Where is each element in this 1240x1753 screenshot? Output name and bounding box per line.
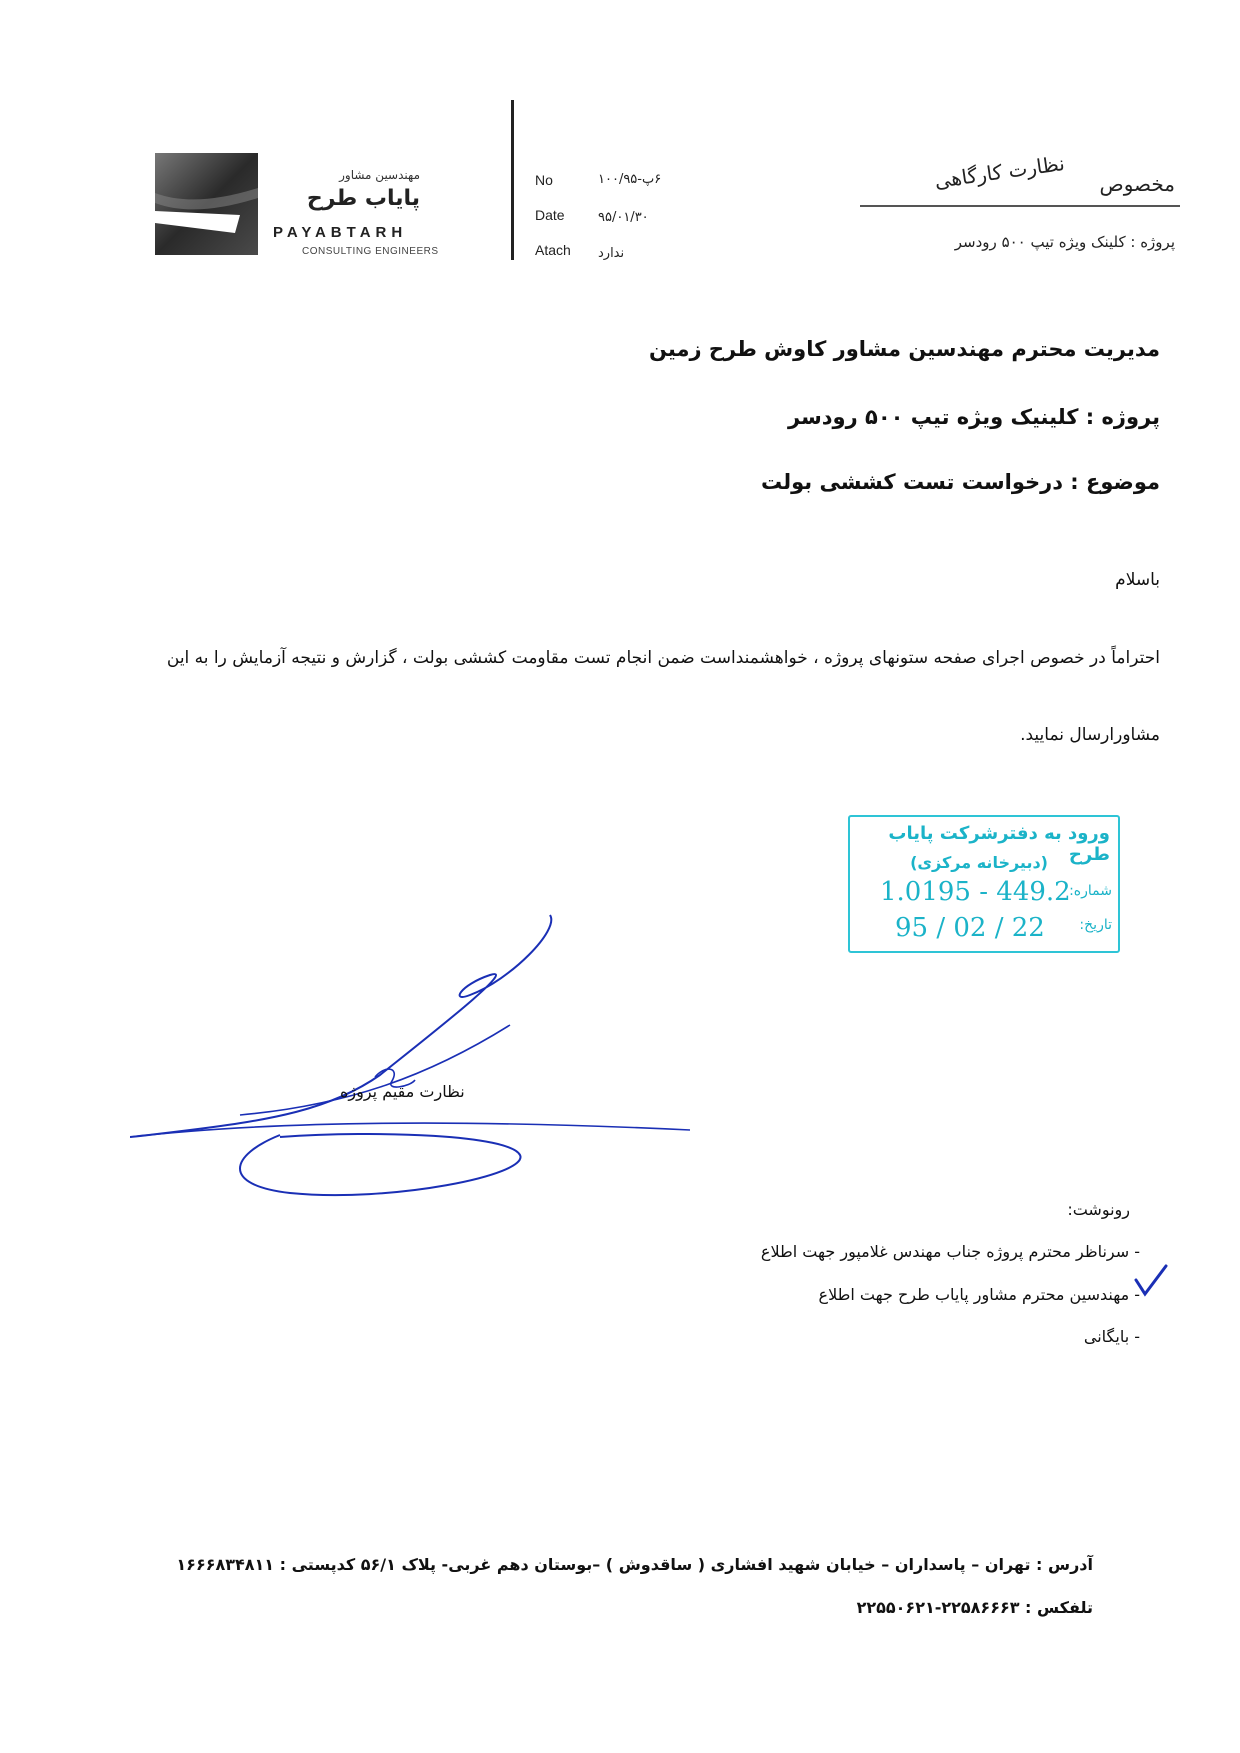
special-handwritten: نظارت کارگاهی <box>932 150 1067 194</box>
meta-no-label: No <box>535 172 553 188</box>
stamp-date: 95 / 02 / 22 <box>895 913 1045 943</box>
greeting: باسلام <box>1115 570 1160 590</box>
stamp-number-label: شماره: <box>1069 883 1112 899</box>
stamp-subtitle: (دبیرخانه مرکزی) <box>910 853 1048 872</box>
body-line-1: احتراماً در خصوص اجرای صفحه ستونهای پروژه ، خواهشمنداست ضمن انجام تست مقاومت کششی بولت ، گزارش و نتیجه آزمایش را به این <box>166 648 1160 668</box>
cc-item: - بایگانی <box>1083 1327 1140 1346</box>
footer-address: آدرس : تهران – پاسداران – خیابان شهید افشاری ( ساقدوش ) –بوستان دهم غربی- پلاک ۵۶/۱ کدپستی : ۱۶۶۶۸۳۴۸۱۱ <box>176 1555 1093 1574</box>
cc-item: - مهندسین محترم مشاور پایاب طرح جهت اطلاع <box>818 1285 1140 1304</box>
body-line-2: مشاورارسال نمایید. <box>1020 725 1160 745</box>
checkmark-icon <box>1132 1262 1170 1300</box>
company-logo <box>155 153 258 255</box>
subject-line: موضوع : درخواست تست کششی بولت <box>760 470 1160 494</box>
footer-fax: تلفکس : ۲۲۵۸۶۶۶۳-۲۲۵۵۰۶۲۱ <box>856 1598 1093 1617</box>
stamp-number: 1.0195 - 449.2 <box>880 877 1071 907</box>
recipient-line: مدیریت محترم مهندسین مشاور کاوش طرح زمین <box>649 337 1160 361</box>
signature-label: نظارت مقیم پروژه <box>340 1082 465 1101</box>
header-underline <box>860 205 1180 207</box>
meta-date-value: ۹۵/۰۱/۳۰ <box>598 210 649 225</box>
logo-graphic <box>155 153 258 255</box>
meta-attach-label: Atach <box>535 242 571 258</box>
signature-scribble <box>130 905 700 1205</box>
logo-en-subtitle: CONSULTING ENGINEERS <box>302 246 439 257</box>
registry-stamp <box>848 815 1120 953</box>
cc-title: رونوشت: <box>1067 1200 1130 1219</box>
logo-fa-subtitle: مهندسین مشاور <box>339 168 420 182</box>
logo-fa-name: پایاب طرح <box>306 186 420 211</box>
project-line: پروژه : کلینیک ویژه تیپ ۵۰۰ رودسر <box>788 405 1160 429</box>
stamp-title: ورود به دفترشرکت پایاب طرح <box>888 823 1110 865</box>
header-divider <box>511 100 514 260</box>
meta-date-label: Date <box>535 207 565 223</box>
header-project: پروژه : کلینک ویژه تیپ ۵۰۰ رودسر <box>954 233 1175 251</box>
meta-no-value: ۶پ-۱۰۰/۹۵ <box>598 172 662 187</box>
logo-en-name: PAYABTARH <box>273 224 408 241</box>
special-label: مخصوص <box>1099 172 1175 196</box>
cc-item: - سرناظر محترم پروژه جناب مهندس غلامپور جهت اطلاع <box>760 1242 1140 1261</box>
stamp-date-label: تاریخ: <box>1079 917 1112 933</box>
meta-attach-value: ندارد <box>598 246 625 261</box>
